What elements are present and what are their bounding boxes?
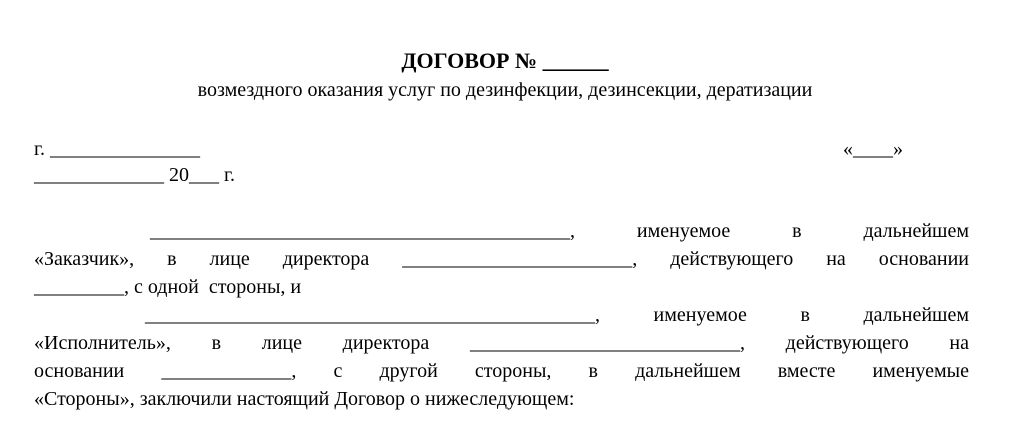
customer-line-2: «Заказчик», в лице директора _______________________, действующего на основании [34,248,969,270]
contract-title: ДОГОВОР № ______ [401,48,609,73]
contractor-line-3: основании _____________, с другой стороны, в дальнейшем вместе именуемые [34,360,969,382]
city-field: г. _______________ [34,138,200,160]
date-day-field: «____» [843,138,903,160]
contractor-line-4: «Стороны», заключили настоящий Договор о нижеследующем: [34,388,575,410]
customer-line-3: _________, с одной стороны, и [34,276,302,298]
contractor-line-2: «Исполнитель», в лице директора ___________________________, действующего на [34,332,969,354]
customer-line-1: __________________________________________, именуемое в дальнейшем [150,220,969,242]
contract-subtitle: возмездного оказания услуг по дезинфекции, дезинсекции, дератизации [197,79,813,101]
contractor-line-1: _____________________________________________, именуемое в дальнейшем [145,304,969,326]
date-year-field: _____________ 20___ г. [34,164,235,186]
